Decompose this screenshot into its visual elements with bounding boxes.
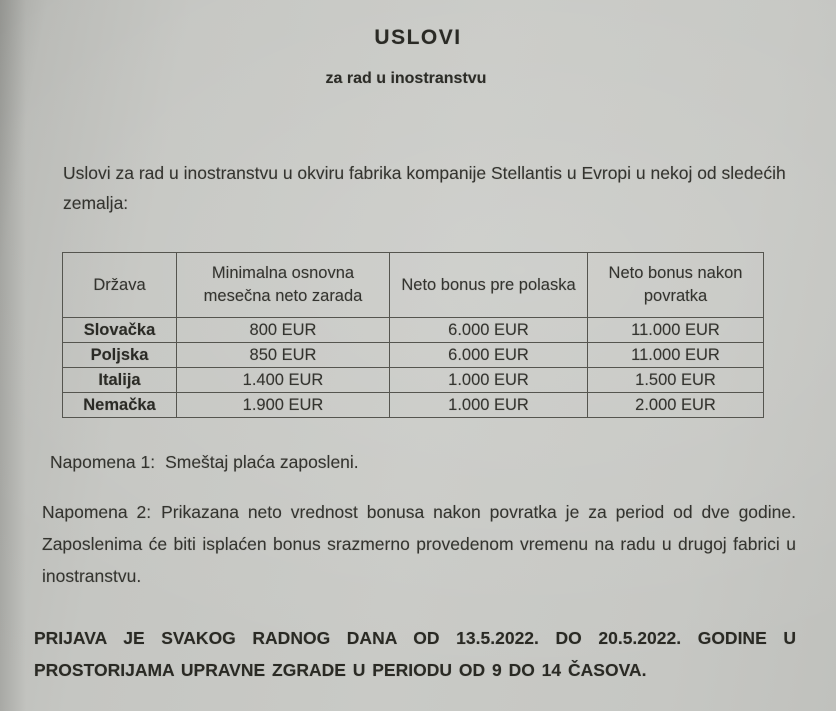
note-2-label: Napomena 2: [42,502,152,522]
header-bonus-before: Neto bonus pre polaska [390,253,588,318]
note-1-text: Smeštaj plaća zaposleni. [165,452,359,472]
document-subtitle: za rad u inostranstvu [325,70,487,87]
salary-cell: 1.400 EUR [177,368,390,393]
table-row [63,368,764,393]
conditions-table-header [63,253,764,318]
bonus-before-cell: 1.000 EUR [390,393,588,418]
header-bonus-after: Neto bonus nakon povratka [588,253,764,318]
note-1 [50,452,810,473]
conditions-table [62,252,764,418]
footer-notice: PRIJAVA JE SVAKOG RADNOG DANA OD 13.5.2022. DO 20.5.2022. GODINE U PROSTORIJAMA UPRAVNE ZGRADE U PERIODU OD 9 DO 14 ČASOVA. [34,628,796,680]
bonus-after-cell: 1.500 EUR [588,368,764,393]
header-min-salary: Minimalna osnovna mesečna neto zarada [177,253,390,318]
table-row [63,318,764,343]
bonus-before-cell: 6.000 EUR [390,318,588,343]
table-row [63,343,764,368]
country-cell: Poljska [63,343,177,368]
bonus-after-cell: 2.000 EUR [588,393,764,418]
country-cell: Nemačka [63,393,177,418]
bonus-after-cell: 11.000 EUR [588,318,764,343]
salary-cell: 1.900 EUR [177,393,390,418]
country-cell: Italija [63,368,177,393]
document-title: USLOVI [374,26,462,49]
bonus-before-cell: 6.000 EUR [390,343,588,368]
country-cell: Slovačka [63,318,177,343]
note-2-text: Prikazana neto vrednost bonusa nakon povratka je za period od dve godine. Zaposlenima će biti isplaćen bonus srazmerno provedenom vremenu na radu u drugoj fabrici u inostranstvu. [42,502,796,586]
salary-cell: 800 EUR [177,318,390,343]
salary-cell: 850 EUR [177,343,390,368]
bonus-before-cell: 1.000 EUR [390,368,588,393]
header-country: Država [63,253,177,318]
photo-shadow-left-edge [0,0,26,711]
note-2 [42,496,796,592]
conditions-table-body [63,318,764,418]
table-header-row [63,253,764,318]
bonus-after-cell: 11.000 EUR [588,343,764,368]
table-row [63,393,764,418]
intro-paragraph: Uslovi za rad u inostranstvu u okviru fabrika kompanije Stellantis u Evropi u nekoj od sledećih zemalja: [63,163,786,213]
note-1-label: Napomena 1: [50,452,156,472]
